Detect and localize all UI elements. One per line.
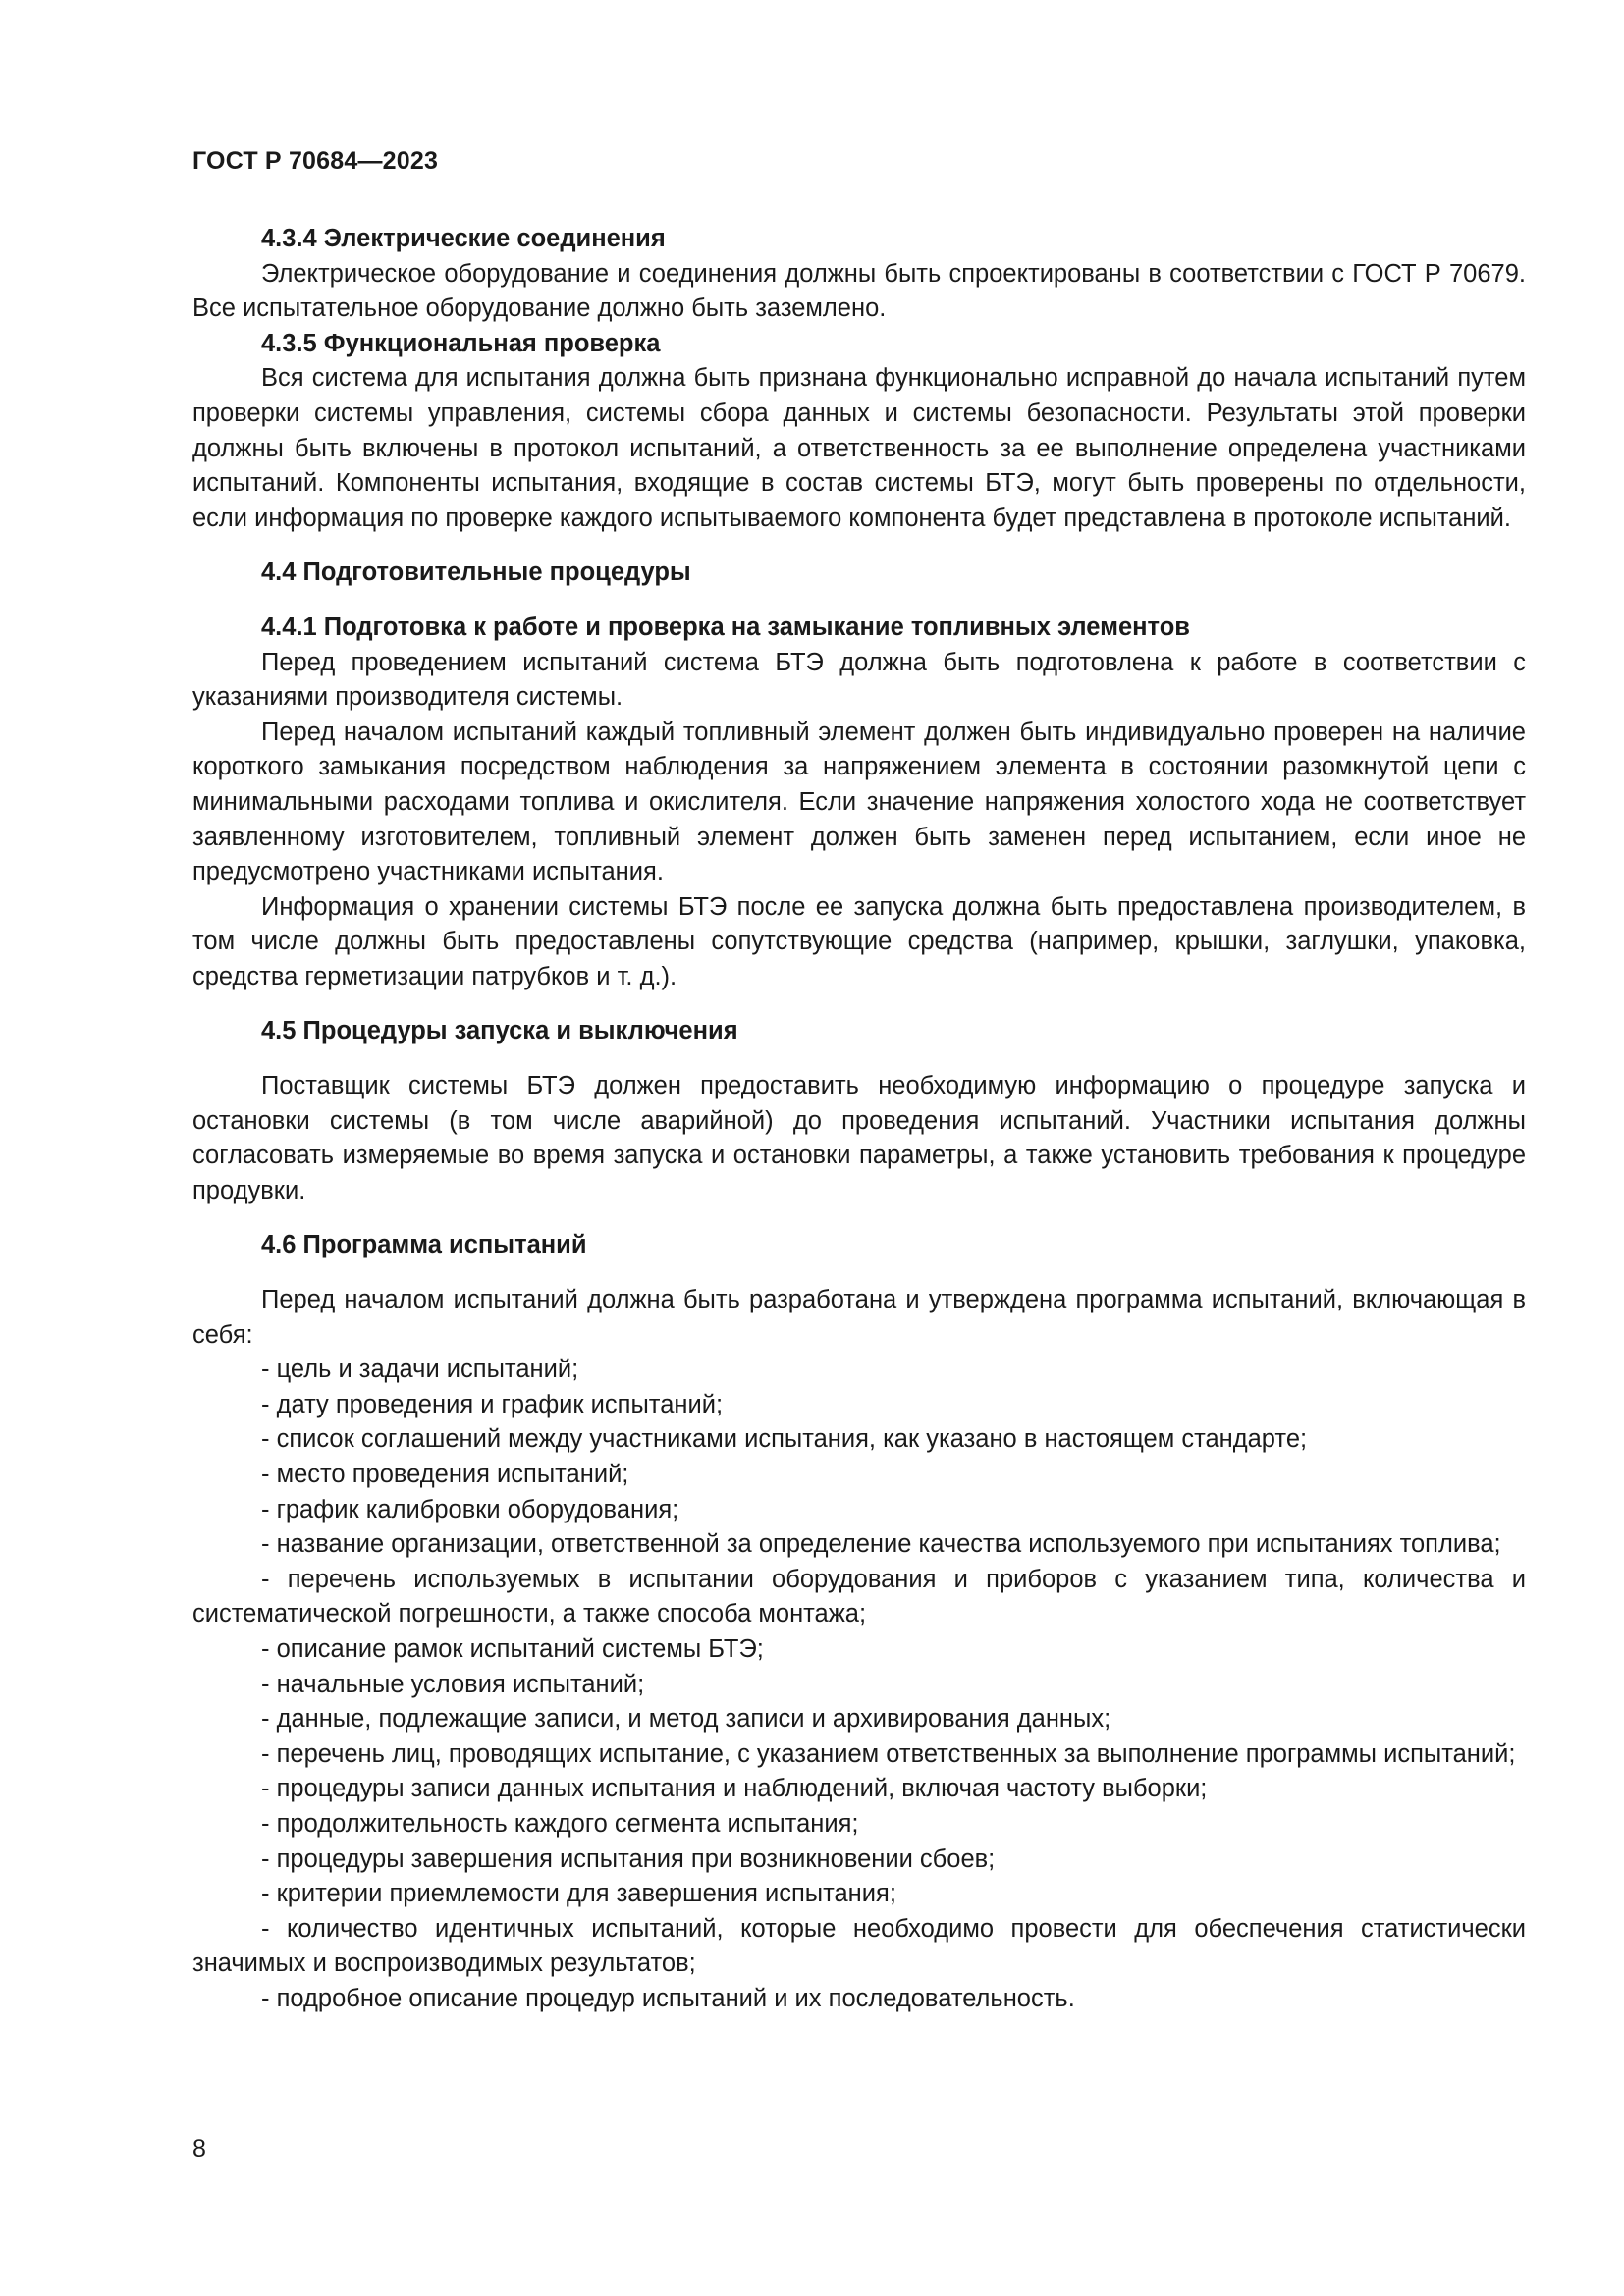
section-4-3-4-paragraph: Электрическое оборудование и соединения должны быть спроектированы в соответствии с ГОСТ Р 70679. Все испытательное оборудование должно быть заземлено. bbox=[192, 259, 1526, 323]
list-item: - место проведения испытаний; bbox=[261, 1461, 629, 1488]
document-code-header: ГОСТ Р 70684—2023 bbox=[192, 147, 439, 175]
section-4-5-paragraph: Поставщик системы БТЭ должен предоставить необходимую информацию о процедуре запуска и остановки системы (в том числе аварийной) до проведения испытаний. Участники испытания должны согласовать измеряемые во время запуска и остановки параметры, а также установить требования к процедуре продувки. bbox=[192, 1072, 1526, 1204]
list-item: - описание рамок испытаний системы БТЭ; bbox=[261, 1634, 764, 1663]
section-4-4-1-paragraph-2: Перед началом испытаний каждый топливный элемент должен быть индивидуально проверен на наличие короткого замыкания посредством наблюдения за напряжением элемента в состоянии разомкнутой цепи с минимальными расходами топлива и окислителя. Если значение напряжения холостого хода не соответствует заявленному изготовителем, топливный элемент должен быть заменен перед испытанием, если иное не предусмотрено участниками испытания. bbox=[192, 718, 1526, 886]
list-item: - количество идентичных испытаний, которые необходимо провести для обеспечения статистически значимых и воспроизводимых результатов; bbox=[192, 1914, 1526, 1978]
section-4-4-1-heading: 4.4.1 Подготовка к работе и проверка на замыкание топливных элементов bbox=[261, 613, 1190, 641]
list-item: - график калибровки оборудования; bbox=[261, 1495, 679, 1523]
section-4-6-heading: 4.6 Программа испытаний bbox=[261, 1231, 587, 1259]
list-item: - перечень используемых в испытании оборудования и приборов с указанием типа, количества и систематической погрешности, а также способа монтажа; bbox=[192, 1565, 1526, 1629]
list-item: - продолжительность каждого сегмента испытания; bbox=[261, 1809, 859, 1838]
section-4-3-5-paragraph: Вся система для испытания должна быть признана функционально исправной до начала испытаний путем проверки системы управления, системы сбора данных и системы безопасности. Результаты этой проверки должны быть включены в протокол испытаний, а ответственность за ее выполнение определена участниками испытаний. Компоненты испытания, входящие в состав системы БТЭ, могут быть проверены по отдельности, если информация по проверке каждого испытываемого компонента будет представлена в протоколе испытаний. bbox=[192, 364, 1526, 532]
section-4-5-heading: 4.5 Процедуры запуска и выключения bbox=[261, 1017, 738, 1045]
section-4-3-4-heading: 4.3.4 Электрические соединения bbox=[261, 225, 666, 252]
list-item: - начальные условия испытаний; bbox=[261, 1670, 645, 1698]
list-item: - процедуры завершения испытания при возникновении сбоев; bbox=[261, 1844, 996, 1873]
list-item: - подробное описание процедур испытаний и их последовательность. bbox=[261, 1984, 1075, 2012]
test-program-list bbox=[192, 1353, 1526, 2016]
list-item: - процедуры записи данных испытания и наблюдений, включая частоту выборки; bbox=[261, 1775, 1208, 1803]
list-item: - название организации, ответственной за определение качества используемого при испытаниях топлива; bbox=[261, 1530, 1501, 1559]
list-item: - дату проведения и график испытаний; bbox=[261, 1390, 724, 1418]
list-item: - цель и задачи испытаний; bbox=[261, 1356, 579, 1384]
section-4-4-1-paragraph-1: Перед проведением испытаний система БТЭ должна быть подготовлена к работе в соответствии с указаниями производителя системы. bbox=[192, 648, 1526, 712]
list-item: - данные, подлежащие записи, и метод записи и архивирования данных; bbox=[261, 1705, 1111, 1734]
list-item: - критерии приемлемости для завершения испытания; bbox=[261, 1880, 896, 1908]
list-item: - список соглашений между участниками испытания, как указано в настоящем стандарте; bbox=[261, 1425, 1308, 1454]
document-body bbox=[192, 222, 1526, 2017]
section-4-3-5-heading: 4.3.5 Функциональная проверка bbox=[261, 329, 661, 357]
section-4-6-paragraph: Перед началом испытаний должна быть разработана и утверждена программа испытаний, включающая в себя: bbox=[192, 1286, 1526, 1349]
list-item: - перечень лиц, проводящих испытание, с указанием ответственных за выполнение программы испытаний; bbox=[261, 1739, 1516, 1768]
section-4-4-heading: 4.4 Подготовительные процедуры bbox=[261, 559, 691, 587]
section-4-4-1-paragraph-3: Информация о хранении системы БТЭ после ее запуска должна быть предоставлена производителем, в том числе должны быть предоставлены сопутствующие средства (например, крышки, заглушки, упаковка, средства герметизации патрубков и т. д.). bbox=[192, 892, 1526, 990]
page-number: 8 bbox=[192, 2135, 206, 2163]
